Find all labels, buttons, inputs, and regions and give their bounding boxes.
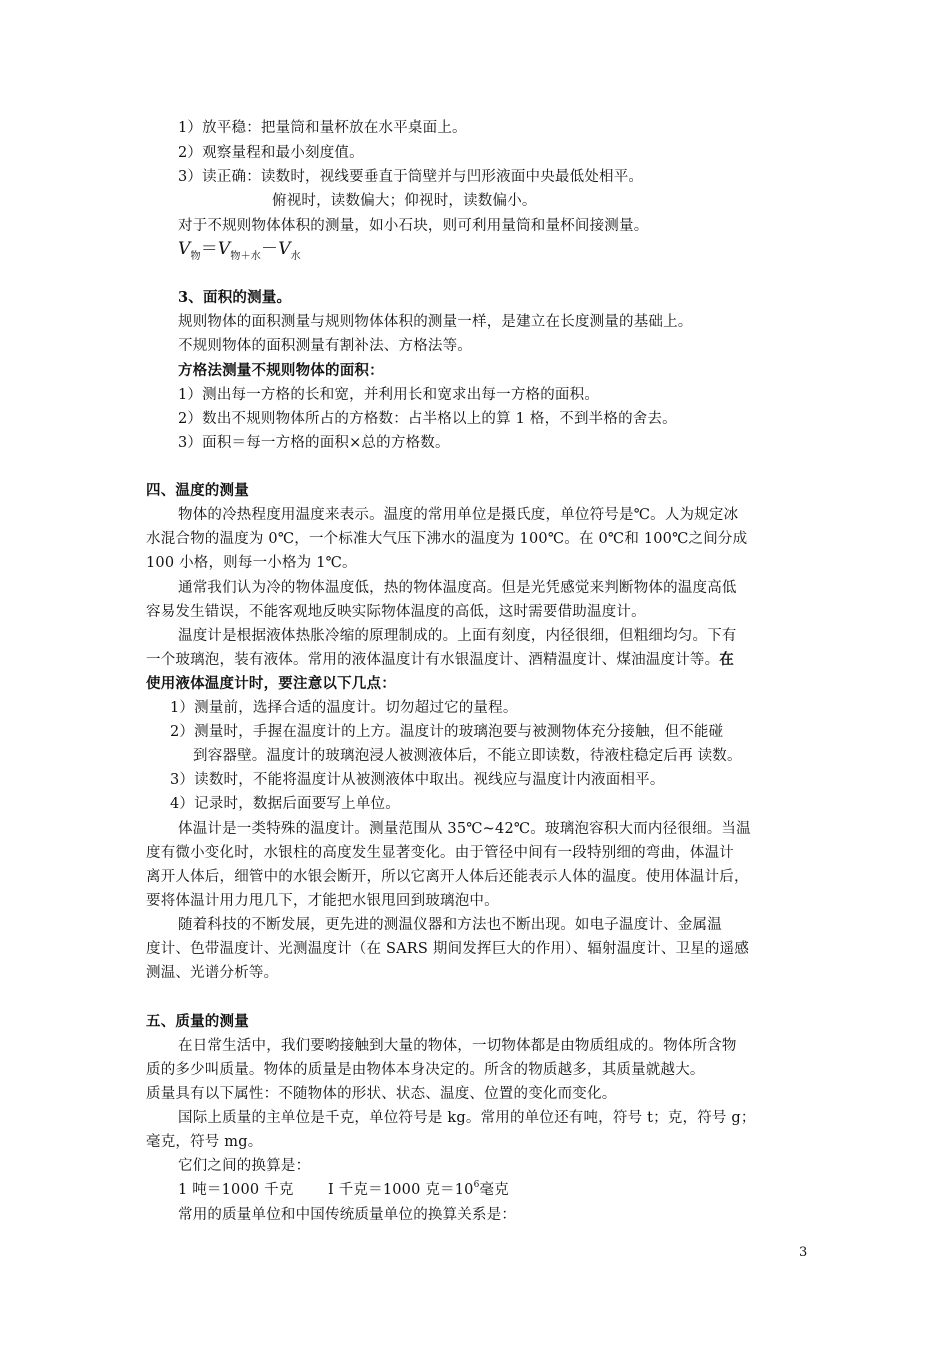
mass-p5: 常用的质量单位和中国传统质量单位的换算关系是： xyxy=(178,1207,517,1223)
temp-p1-line-3: 100 小格，则每一小格为 1℃。 xyxy=(146,555,357,571)
mass-p4: 它们之间的换算是： xyxy=(178,1158,311,1174)
temp-p5-line-3: 测温、光谱分析等。 xyxy=(146,965,279,981)
temp-usage-heading: 使用液体温度计时，要注意以下几点： xyxy=(146,675,396,692)
mass-p1-line-2: 质的多少叫质量。物体的质量是由物体本身决定的。所含的物质越多，其质量就越大。 xyxy=(146,1062,705,1078)
formula-sub-1: 物 xyxy=(190,251,201,262)
temp-p4-line-2: 度有微小变化时，水银柱的高度发生显著变化。由于管径中间有一段特别细的弯曲，体温计 xyxy=(146,845,734,861)
temp-p4-line-4: 要将体温计用力甩几下，才能把水银甩回到玻璃泡中。 xyxy=(146,893,499,909)
mass-p1-line-1: 在日常生活中，我们要哟接触到大量的物体，一切物体都是由物质组成的。物体所含物 xyxy=(178,1038,737,1054)
formula-minus: － xyxy=(260,239,279,259)
volume-formula xyxy=(178,239,301,262)
page-number: 3 xyxy=(799,1245,808,1260)
formula-var-3: V xyxy=(278,239,291,259)
temp-p2-line-1: 通常我们认为冷的物体温度低，热的物体温度高。但是光凭感觉来判断物体的温度高低 xyxy=(178,580,737,596)
area-line-1: 规则物体的面积测量与规则物体体积的测量一样，是建立在长度测量的基础上。 xyxy=(178,314,693,330)
temp-p3-line-2 xyxy=(146,650,734,670)
mass-conversion-2-exponent: 6 xyxy=(473,1180,480,1190)
temp-p4-line-1: 体温计是一类特殊的温度计。测量范围从 35℃~42℃。玻璃泡容积大而内径很细。当温 xyxy=(178,821,751,837)
temp-p5-line-2: 度计、色带温度计、光测温度计（在 SARS 期间发挥巨大的作用）、辐射温度计、卫星的遥感 xyxy=(146,941,750,957)
volume-step-2: 2）观察量程和最小刻度值。 xyxy=(178,145,364,161)
mass-conversion-2-text: I 千克＝1000 克＝10 xyxy=(328,1182,474,1198)
formula-var-1: V xyxy=(178,239,191,259)
formula-sub-3: 水 xyxy=(290,251,301,262)
irregular-volume-text: 对于不规则物体体积的测量，如小石块，则可利用量筒和量杯间接测量。 xyxy=(178,218,649,234)
temp-rule-4: 4）记录时，数据后面要写上单位。 xyxy=(170,796,400,812)
area-heading: 3、面积的测量。 xyxy=(178,289,292,306)
temp-rule-2-line-2: 到容器壁。温度计的玻璃泡浸人被测液体后，不能立即读数，待液柱稳定后再 读数。 xyxy=(193,748,742,764)
area-step-1: 1）测出每一方格的长和宽，并利用长和宽求出每一方格的面积。 xyxy=(178,387,600,403)
formula-equals: ＝ xyxy=(200,239,218,259)
temp-p3-line-2-bold: 在 xyxy=(719,651,734,668)
temp-p4-line-3: 离开人体后，细管中的水银会断开，所以它离开人体后还能表示人体的温度。使用体温计后， xyxy=(146,869,749,885)
temp-p5-line-1: 随着科技的不断发展，更先进的测温仪器和方法也不断出现。如电子温度计、金属温 xyxy=(178,917,722,933)
area-subheading: 方格法测量不规则物体的面积： xyxy=(178,362,384,379)
temp-p3-line-2-text: 一个玻璃泡，装有液体。常用的液体温度计有水银温度计、酒精温度计、煤油温度计等。 xyxy=(146,652,720,668)
temp-p1-line-2: 水混合物的温度为 0℃，一个标准大气压下沸水的温度为 100℃。在 0℃和 100℃之间分成 xyxy=(146,531,748,547)
mass-conversion-2-unit: 毫克 xyxy=(479,1182,509,1198)
formula-var-2: V xyxy=(217,239,231,259)
volume-step-3-note: 俯视时，读数偏大；仰视时，读数偏小。 xyxy=(272,193,537,209)
temp-rule-3: 3）读数时，不能将温度计从被测液体中取出。视线应与温度计内液面相平。 xyxy=(170,772,665,788)
mass-p2: 质量具有以下属性：不随物体的形状、状态、温度、位置的变化而变化。 xyxy=(146,1086,617,1102)
temp-p3-line-1: 温度计是根据液体热胀冷缩的原理制成的。上面有刻度，内径很细，但粗细均匀。下有 xyxy=(178,628,737,644)
mass-conversion-1: 1 吨＝1000 千克 xyxy=(178,1182,294,1198)
temp-p1-line-1: 物体的冷热程度用温度来表示。温度的常用单位是摄氏度，单位符号是℃。人为规定冰 xyxy=(178,507,739,523)
volume-step-1: 1）放平稳：把量筒和量杯放在水平桌面上。 xyxy=(178,120,467,136)
area-step-2: 2）数出不规则物体所占的方格数：占半格以上的算 1 格，不到半格的舍去。 xyxy=(178,411,677,427)
volume-step-3: 3）读正确：读数时，视线要垂直于筒壁并与凹形液面中央最低处相平。 xyxy=(178,169,644,185)
temp-rule-2-line-1: 2）测量时，手握在温度计的上方。温度计的玻璃泡要与被测物体充分接触，但不能碰 xyxy=(170,724,724,740)
mass-p3-line-2: 毫克，符号 mg。 xyxy=(146,1134,263,1150)
area-line-2: 不规则物体的面积测量有割补法、方格法等。 xyxy=(178,338,472,354)
mass-conversion-2 xyxy=(328,1180,509,1202)
area-step-3: 3）面积＝每一方格的面积×总的方格数。 xyxy=(178,435,450,451)
formula-sub-2: 物＋水 xyxy=(230,251,261,262)
temp-rule-1: 1）测量前，选择合适的温度计。切勿超过它的量程。 xyxy=(170,700,518,716)
mass-p3-line-1: 国际上质量的主单位是千克，单位符号是 kg。常用的单位还有吨，符号 t；克，符号 g； xyxy=(178,1110,756,1126)
temperature-heading: 四、温度的测量 xyxy=(146,482,249,499)
mass-heading: 五、质量的测量 xyxy=(146,1013,249,1030)
temp-p2-line-2: 容易发生错误，不能客观地反映实际物体温度的高低，这时需要借助温度计。 xyxy=(146,604,646,620)
